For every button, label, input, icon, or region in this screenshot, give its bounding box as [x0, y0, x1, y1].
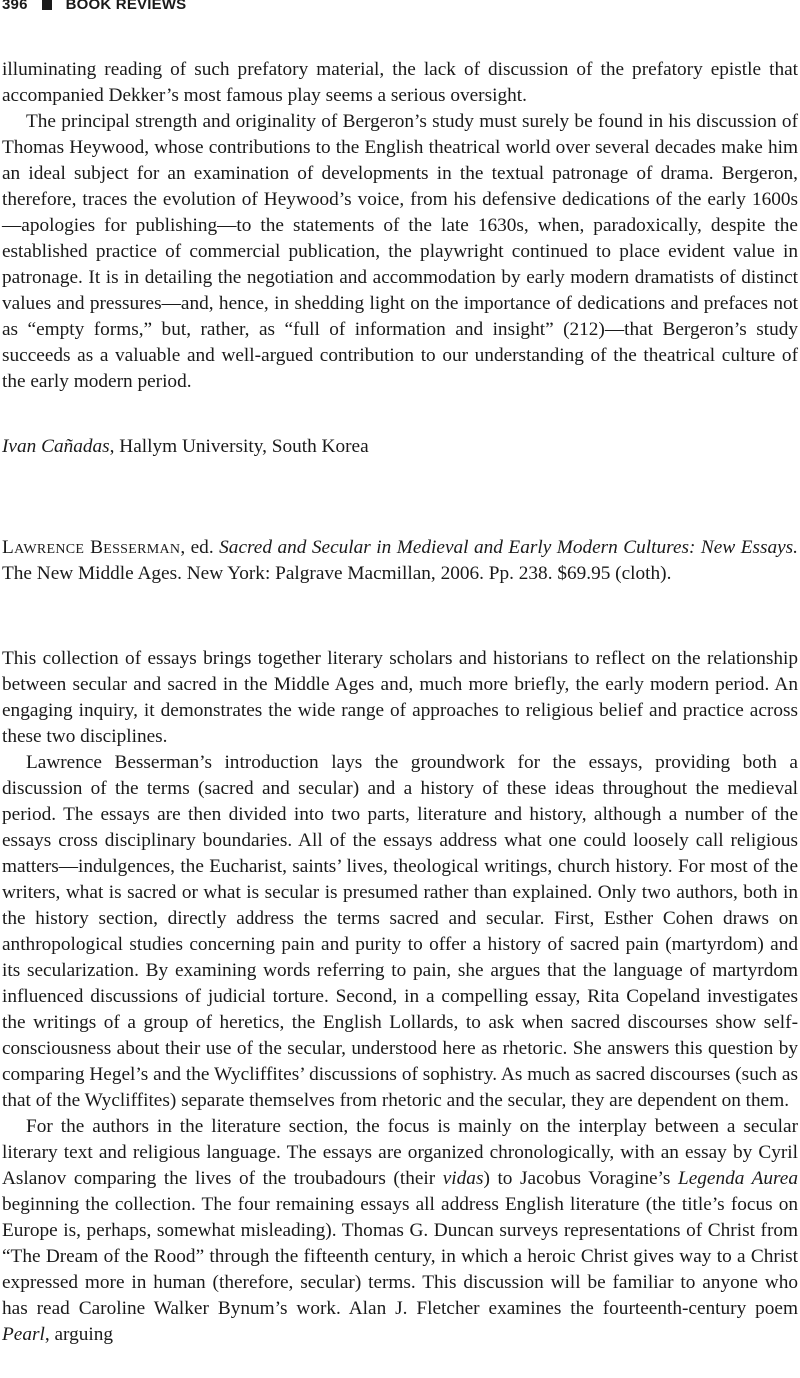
review-1-paragraph: illuminating reading of such prefatory material, the lack of discussion of the prefatory epistle that accompanied Dekker’s most famous play seems a serious oversight.	[2, 59, 798, 106]
text-run: For the authors in the literature section, the focus is mainly on the interplay between a secular literary text and religious language. The essays are organized chronologically, with an essay by Cyril Aslanov comparing the lives of the troubadours (their	[2, 1116, 798, 1189]
section-title: BOOK REVIEWS	[65, 0, 187, 13]
italic-title: Pearl	[2, 1324, 45, 1345]
square-bullet-icon	[42, 0, 52, 10]
reviewer-affiliation: , Hallym University, South Korea	[109, 436, 369, 457]
reviewer-name: Ivan Cañadas	[2, 436, 110, 457]
review-1-paragraph: The principal strength and originality of Bergeron’s study must surely be found in his discussion of Thomas Heywood, whose contributions to the English theatrical world over several decades make him an ideal subject for an examination of developments in the textual patronage of drama. Bergeron, therefore, traces the evolution of Heywood’s voice, from his defensive dedications of the early 1600s—apologies for publishing—to the statements of the late 1630s, when, paradoxically, despite the established practice of commercial publication, the playwright continued to place evident value in patronage. It is in detailing the negotiation and accommodation by early modern dramatists of distinct values and pressures—and, hence, in shedding light on the importance of dedications and prefaces not as “empty forms,” but, rather, as “full of information and insight” (212)—that Bergeron’s study succeeds as a valuable and well-argued contribution to our understanding of the theatrical culture of the early modern period.	[2, 111, 798, 392]
review-1-body	[2, 57, 798, 395]
text-run: , arguing	[44, 1324, 114, 1345]
review-2-paragraph: Lawrence Besserman’s introduction lays the groundwork for the essays, providing both a discussion of the terms (sacred and secular) and a history of these ideas throughout the medieval period. The essays are then divided into two parts, literature and history, although a number of the essays cross disciplinary boundaries. All of the essays address what one could loosely call religious matters—indulgences, the Eucharist, saints’ lives, theological writings, church history. For most of the writers, what is sacred or what is secular is presumed rather than explained. Only two authors, both in the history section, directly address the terms sacred and secular. First, Esther Cohen draws on anthropological studies concerning pain and purity to offer a history of sacred pain (martyrdom) and its secularization. By examining words referring to pain, she argues that the language of martyrdom influenced discussions of judicial torture. Second, in a compelling essay, Rita Copeland investigates the writings of a group of heretics, the English Lollards, to ask when sacred discourses show self-consciousness about their use of the secular, understood here as rhetoric. She answers this question by comparing Hegel’s and the Wycliffites’ discussions of sophistry. As much as sacred discourses (such as that of the Wycliffites) separate themselves from rhetoric and the secular, they are dependent on them.	[2, 752, 798, 1111]
italic-term: vidas	[442, 1168, 484, 1189]
text-run: ) to Jacobus Voragine’s	[483, 1168, 678, 1189]
reviewer-signature	[2, 434, 369, 460]
book-citation	[2, 535, 798, 587]
italic-title: Legenda Aurea	[677, 1168, 798, 1189]
citation-author: Lawrence Besserman	[2, 537, 181, 558]
running-header	[2, 0, 186, 13]
review-2-paragraph	[2, 1114, 798, 1348]
citation-editor-label: , ed.	[180, 537, 220, 558]
review-2-body	[2, 646, 798, 1348]
citation-title: Sacred and Secular in Medieval and Early Modern Cultures: New Essays.	[219, 537, 799, 558]
page-number: 396	[2, 0, 28, 13]
text-run: beginning the collection. The four remaining essays all address English literature (the title’s focus on Europe is, perhaps, somewhat misleading). Thomas G. Duncan surveys representations of Christ from “The Dream of the Rood” through the fifteenth century, in which a heroic Christ gives way to a Christ expressed more in human (therefore, secular) terms. This discussion will be familiar to anyone who has read Caroline Walker Bynum’s work. Alan J. Fletcher examines the fourteenth-century poem	[2, 1194, 798, 1319]
citation-details: The New Middle Ages. New York: Palgrave Macmillan, 2006. Pp. 238. $69.95 (cloth).	[2, 563, 672, 584]
review-2-paragraph: This collection of essays brings together literary scholars and historians to reflect on the relationship between secular and sacred in the Middle Ages and, much more briefly, the early modern period. An engaging inquiry, it demonstrates the wide range of approaches to religious belief and practice across these two disciplines.	[2, 648, 798, 747]
